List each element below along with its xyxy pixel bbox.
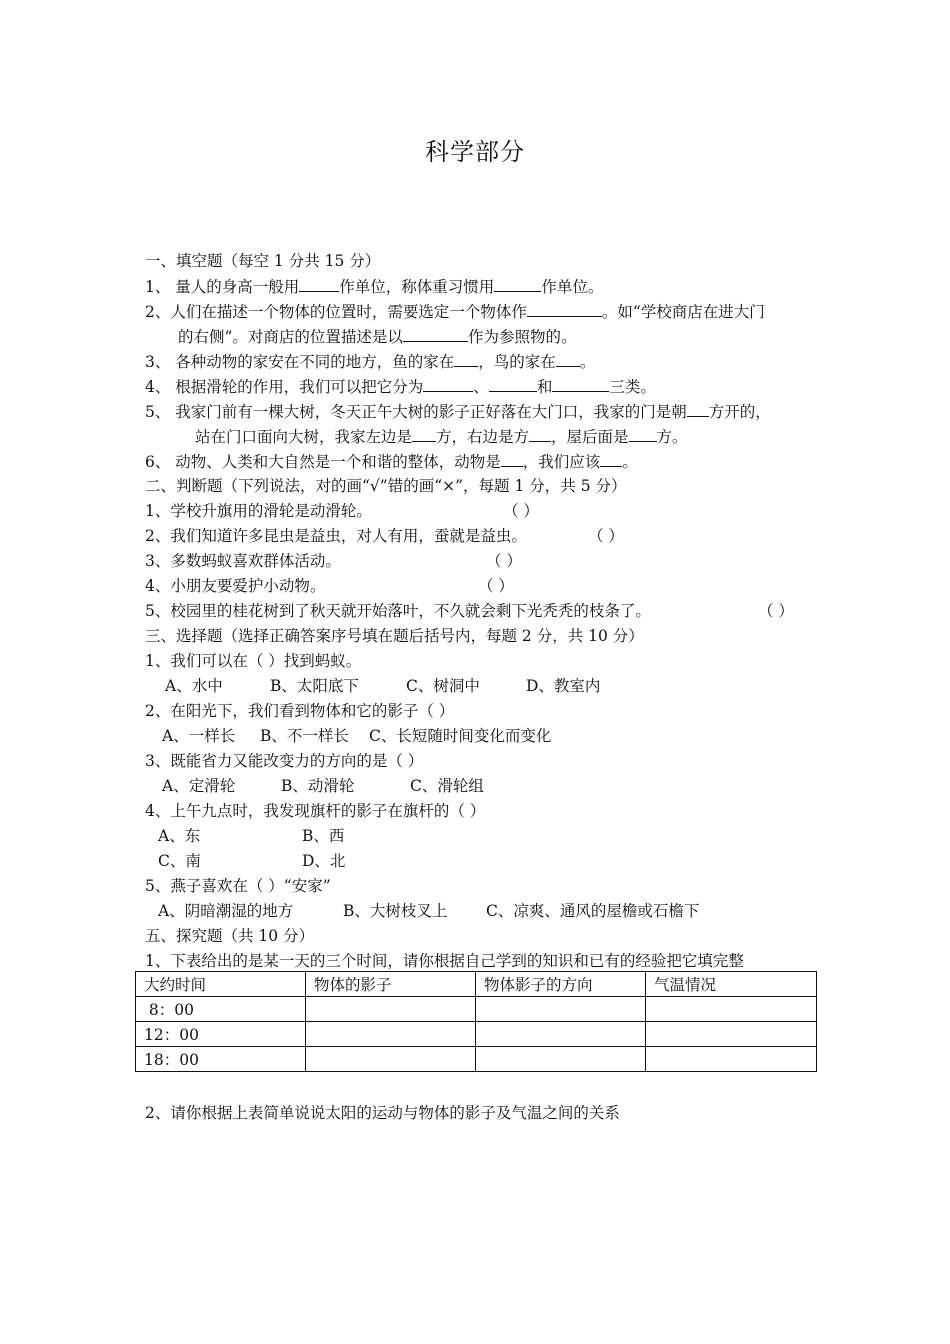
answer-cell[interactable] (306, 1047, 476, 1072)
option-a[interactable]: A、东 (158, 827, 201, 845)
observation-table (135, 971, 817, 1072)
table-row (136, 997, 817, 1022)
answer-cell[interactable] (476, 1022, 646, 1047)
option-c[interactable]: C、南 (158, 852, 201, 870)
column-header-time: 大约时间 (136, 972, 306, 997)
answer-blank[interactable] (527, 301, 602, 317)
answer-cell[interactable] (646, 1047, 817, 1072)
answer-cell[interactable] (646, 1022, 817, 1047)
fill-question-2-cont: 的右侧”。对商店的位置描述是以 作为参照物的。 (178, 328, 577, 346)
tf-question-3: 3、多数蚂蚁喜欢群体活动。 (145, 552, 341, 570)
answer-blank[interactable] (529, 426, 551, 442)
option-c[interactable]: C、树洞中 (406, 677, 480, 695)
answer-cell[interactable] (306, 997, 476, 1022)
fill-question-6: 6、 动物、人类和大自然是一个和谐的整体，动物是 ，我们应该 。 (145, 453, 638, 471)
section-fill-blank-header: 一、填空题（每空 1 分共 15 分） (145, 252, 381, 270)
time-cell: 8：00 (136, 997, 306, 1022)
answer-cell[interactable] (306, 1022, 476, 1047)
tf-question-4: 4、小朋友要爱护小动物。 (145, 577, 326, 595)
choice-question-2: 2、在阳光下，我们看到物体和它的影子（ ） (145, 702, 455, 720)
table-header-row (136, 972, 817, 997)
option-a[interactable]: A、定滑轮 (162, 777, 236, 795)
time-cell: 18：00 (136, 1047, 306, 1072)
choice-question-5: 5、燕子喜欢在（ ）“安家” (145, 877, 331, 895)
section-choice-header: 三、选择题（选择正确答案序号填在题后括号内，每题 2 分，共 10 分） (145, 627, 644, 645)
tf-question-2: 2、我们知道许多昆虫是益虫，对人有用，蚕就是益虫。 (145, 527, 527, 545)
fill-question-4: 4、 根据滑轮的作用，我们可以把它分为 、 和 三类。 (145, 378, 656, 396)
option-c[interactable]: C、凉爽、通风的屋檐或石檐下 (486, 902, 700, 920)
answer-blank[interactable] (687, 401, 709, 417)
answer-cell[interactable] (476, 997, 646, 1022)
answer-blank[interactable] (501, 451, 523, 467)
option-b[interactable]: B、西 (302, 827, 345, 845)
choice-question-1: 1、我们可以在（ ）找到蚂蚁。 (145, 652, 362, 670)
answer-parentheses[interactable]: （ ） (478, 577, 514, 595)
column-header-shadow-direction: 物体影子的方向 (476, 972, 646, 997)
fill-question-5-cont: 站在门口面向大树，我家左边是 方，右边是方 ，屋后面是 方。 (195, 428, 688, 446)
option-b[interactable]: B、大树枝叉上 (343, 902, 448, 920)
fill-question-3: 3、 各种动物的家安在不同的地方，鱼的家在 ，鸟的家在 。 (145, 353, 596, 371)
choice-question-4: 4、上午九点时，我发现旗杆的影子在旗杆的（ ） (145, 802, 486, 820)
option-d[interactable]: D、教室内 (526, 677, 601, 695)
section-true-false-header: 二、判断题（下列说法，对的画“√”错的画“×”，每题 1 分，共 5 分） (145, 477, 627, 495)
table-row (136, 1022, 817, 1047)
column-header-shadow: 物体的影子 (306, 972, 476, 997)
answer-blank[interactable] (552, 376, 609, 392)
answer-blank[interactable] (299, 276, 339, 292)
answer-blank[interactable] (556, 351, 580, 367)
fill-question-2: 2、人们在描述一个物体的位置时，需要选定一个物体作 。如“学校商店在进大门 (145, 303, 765, 321)
answer-blank[interactable] (423, 376, 473, 392)
tf-question-1: 1、学校升旗用的滑轮是动滑轮。 (145, 502, 372, 520)
option-c[interactable]: C、滑轮组 (410, 777, 484, 795)
answer-blank[interactable] (629, 426, 657, 442)
fill-question-1: 1、 量人的身高一般用 作单位，称体重习惯用 作单位。 (145, 278, 604, 296)
option-a[interactable]: A、水中 (165, 677, 223, 695)
answer-blank[interactable] (494, 276, 541, 292)
fill-question-5: 5、 我家门前有一棵大树，冬天正午大树的影子正好落在大门口，我家的门是朝 方开的， (145, 403, 771, 421)
option-b[interactable]: B、太阳底下 (270, 677, 359, 695)
option-d[interactable]: D、北 (302, 852, 346, 870)
answer-cell[interactable] (476, 1047, 646, 1072)
column-header-temperature: 气温情况 (646, 972, 817, 997)
answer-parentheses[interactable]: （ ） (588, 527, 624, 545)
table-row (136, 1047, 817, 1072)
option-c[interactable]: C、长短随时间变化而变化 (369, 727, 552, 745)
option-b[interactable]: B、动滑轮 (281, 777, 355, 795)
option-a[interactable]: A、阴暗潮湿的地方 (158, 902, 294, 920)
answer-parentheses[interactable]: （ ） (758, 602, 794, 620)
answer-blank[interactable] (412, 426, 436, 442)
inquiry-question-1: 1、下表给出的是某一天的三个时间，请你根据自己学到的知识和已有的经验把它填完整 (145, 952, 744, 970)
answer-blank[interactable] (489, 376, 537, 392)
option-a[interactable]: A、一样长 (162, 727, 236, 745)
choice-question-3: 3、既能省力又能改变力的方向的是（ ） (145, 752, 424, 770)
time-cell: 12：00 (136, 1022, 306, 1047)
answer-blank[interactable] (403, 326, 468, 342)
tf-question-5: 5、校园里的桂花树到了秋天就开始落叶，不久就会剩下光秃秃的枝条了。 (145, 602, 651, 620)
section-inquiry-header: 五、探究题（共 10 分） (145, 927, 315, 945)
answer-cell[interactable] (646, 997, 817, 1022)
inquiry-question-2: 2、请你根据上表简单说说太阳的运动与物体的影子及气温之间的关系 (145, 1104, 620, 1122)
option-b[interactable]: B、不一样长 (260, 727, 349, 745)
page-title: 科学部分 (425, 138, 525, 166)
answer-blank[interactable] (454, 351, 478, 367)
answer-parentheses[interactable]: （ ） (486, 552, 522, 570)
answer-blank[interactable] (600, 451, 622, 467)
answer-parentheses[interactable]: （ ） (503, 502, 539, 520)
